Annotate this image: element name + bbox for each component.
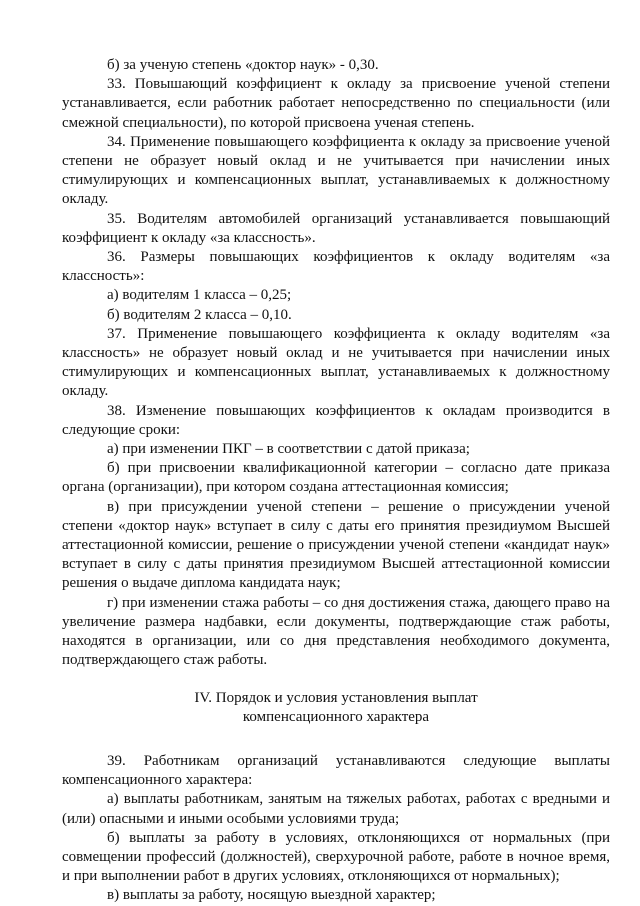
paragraph-34: 34. Применение повышающего коэффициента к окладу за присвоение ученой степени не образует новый оклад и не учитывается при начислении иных стимулирующих и компенсационных выплат, устанавливаемых к должностному окладу. (62, 133, 610, 208)
paragraph-36-a: а) водителям 1 класса – 0,25; (107, 287, 292, 304)
paragraph-38-v: в) при присуждении ученой степени – решение о присуждении ученой степени «доктор наук» вступает в силу с даты его принятия президиумом Высшей аттестационной комиссии, решение о присуждении ученой степени «кандидат наук» вступает в силу с даты принятия президиумом Высшей аттестационной комиссии решения о выдаче диплома кандидата наук; (62, 498, 610, 592)
section-heading-line1: IV. Порядок и условия установления выплат (194, 689, 478, 706)
paragraph-33: 33. Повышающий коэффициент к окладу за присвоение ученой степени устанавливается, если работник работает непосредственно по специальности (или смежной специальности), по которой присвоена ученая степень. (62, 76, 610, 131)
paragraph-38-a: а) при изменении ПКГ – в соответствии с датой приказа; (107, 441, 470, 458)
paragraph-39-b: б) выплаты за работу в условиях, отклоняющихся от нормальных (при совмещении профессий (должностей), сверхурочной работе, работе в ночное время, и при выполнении работ в других условиях, отклоняющихся от нормальных); (62, 829, 610, 885)
paragraph-38: 38. Изменение повышающих коэффициентов к окладам производится в следующие сроки: (62, 402, 610, 438)
paragraph-38-g: г) при изменении стажа работы – со дня достижения стажа, дающего право на увеличение размера надбавки, если документы, подтверждающие стаж работы, находятся в организации, или со дня представления необходимого документа, подтверждающего стаж работы. (62, 594, 610, 669)
paragraph-39-a: а) выплаты работникам, занятым на тяжелых работах, работах с вредными и (или) опасными и иными особыми условиями труда; (62, 791, 610, 827)
paragraph-39-v: в) выплаты за работу, носящую выездной характер; (107, 887, 436, 904)
paragraph-36: 36. Размеры повышающих коэффициентов к окладу водителям «за классность»: (62, 249, 610, 285)
section-heading (62, 689, 610, 727)
paragraph-37: 37. Применение повышающего коэффициента к окладу водителям «за классность» не образует новый оклад и не учитывается при начислении иных стимулирующих и компенсационных выплат, устанавливаемых к должностному окладу. (62, 325, 610, 400)
paragraph-35: 35. Водителям автомобилей организаций устанавливается повышающий коэффициент к окладу «за классность». (62, 210, 610, 246)
paragraph-38-b: б) при присвоении квалификационной категории – согласно дате приказа органа (организации), при котором создана аттестационная комиссия; (62, 460, 610, 496)
section-heading-line2: компенсационного характера (242, 708, 430, 725)
paragraph-36-b: б) водителям 2 класса – 0,10. (107, 306, 292, 323)
paragraphs-bottom (62, 752, 610, 906)
paragraph-39: 39. Работникам организаций устанавливаются следующие выплаты компенсационного характера: (62, 752, 610, 789)
paragraph: б) за ученую степень «доктор наук» - 0,30. (107, 57, 379, 73)
paragraphs-top (62, 56, 610, 671)
